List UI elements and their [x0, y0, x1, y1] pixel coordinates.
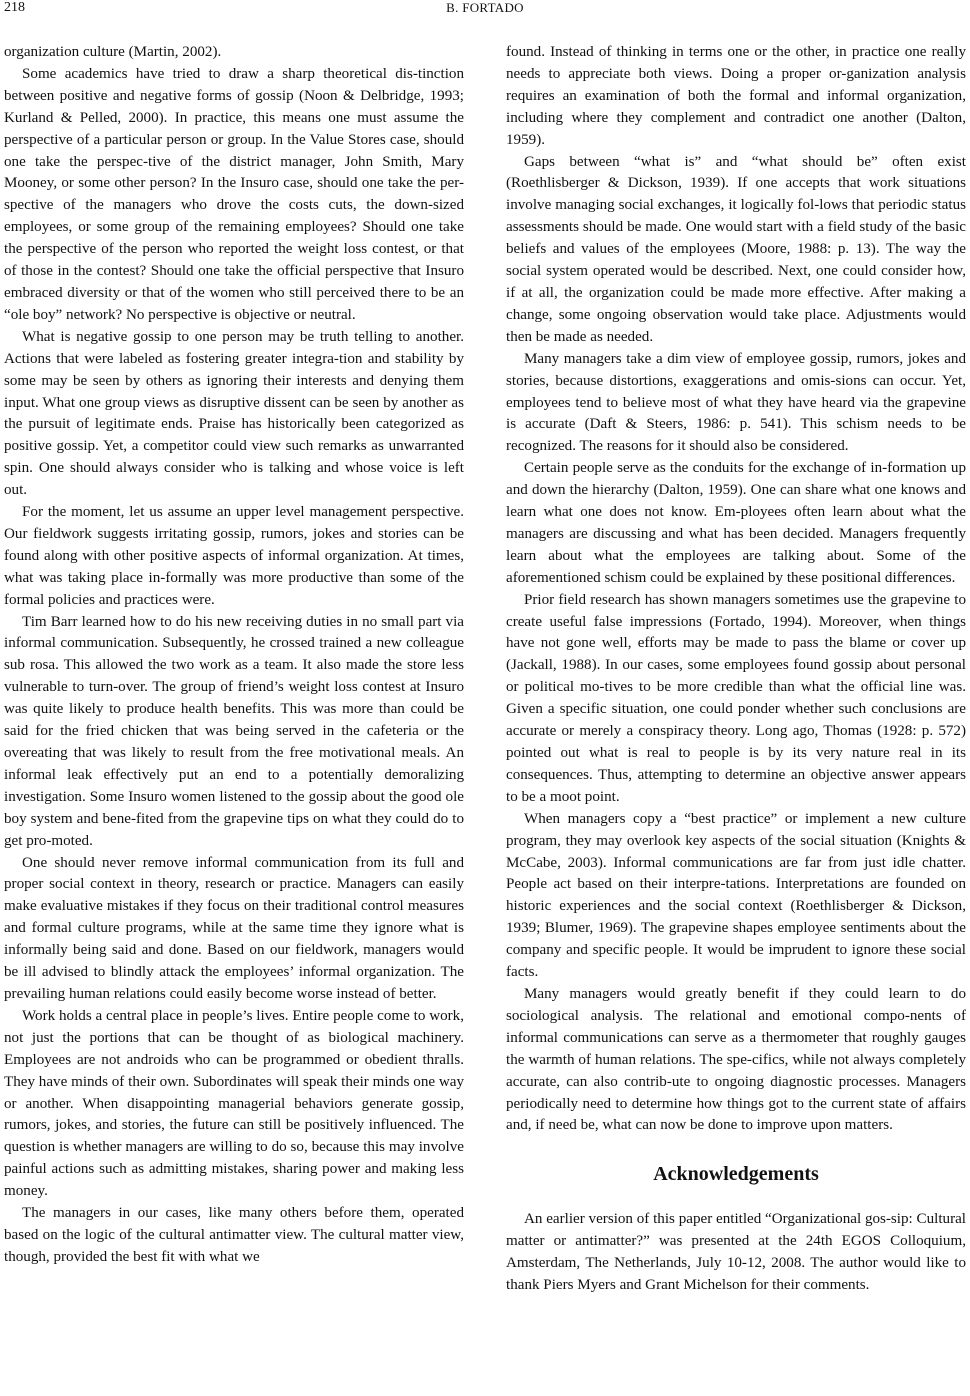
- acknowledgements-heading: Acknowledgements: [653, 1163, 819, 1186]
- body-paragraph: Some academics have tried to draw a sharp theoretical dis-tinction between positive and negative forms of gossip (Noon & Delbridge, 1993; Kurland & Pelled, 2000). In practice, this means one must assume the perspective of a particular person or group. In the Value Stores case, should one take the perspec-tive of the district manager, John Smith, Mary Mooney, or some other person? In the Insuro case, should one take the per-spective of the managers who drove the costs cuts, the down-sized employees, or some group of the remaining employees? Should one take the perspective of the person who reported the weight loss contest, or that of those in the contest? Should one take the official perspective that Insuro embraced diversity or that of the women who still perceived there to be an “ole boy” network? No perspective is objective or neutral.: [4, 65, 464, 323]
- body-paragraph: Certain people serve as the conduits for the exchange of in-formation up and down the hierarchy (Dalton, 1959). One can share what one knows and learn what one does not know. Em-ployees often learn about what the managers are discussing and what has been decided. Managers frequently learn about what the employees are talking about. Some of the aforementioned schism could be explained by these positional differences.: [506, 460, 966, 586]
- body-paragraph: For the moment, let us assume an upper level management perspective. Our fieldwork suggests irritating gossip, rumors, jokes and stories can be found along with other positive aspects of informal organization. At times, what was taking place in-formally was more productive than some of the formal policies and practices were.: [4, 504, 464, 608]
- acknowledgements-text: An earlier version of this paper entitled “Organizational gos-sip: Cultural matter or antimatter?” was presented at the 24th EGOS Colloquium, Amsterdam, The Netherlands, July 10-12, 2008. The author would like to thank Piers Myers and Grant Michelson for their comments.: [506, 1211, 966, 1294]
- body-paragraph: When managers copy a “best practice” or implement a new culture program, they may overlook key aspects of the social situation (Knights & McCabe, 2003). Informal communications are far from just idle chatter. People act based on their interpre-tations. Interpretations are founded on historic experiences and the social context (Roethlisberger & Dickson, 1939; Blumer, 1969). The grapevine shapes employee sentiments about the company and specific people. It would be imprudent to ignore these social facts.: [506, 810, 966, 981]
- body-paragraph: organization culture (Martin, 2002).: [4, 44, 222, 60]
- page-header: [0, 0, 970, 26]
- body-paragraph: Many managers take a dim view of employee gossip, rumors, jokes and stories, because distortions, exaggerations and omis-sions can occur. Yet, employees tend to believe most of what they have heard via the grapevine is accurate (Daft & Steers, 1986: p. 541). This schism needs to be recognized. The reasons for it should also be considered.: [506, 350, 966, 455]
- body-paragraph: Prior field research has shown managers sometimes use the grapevine to create useful false impressions (Fortado, 1994). Moreover, when things have not gone well, efforts may be made to pass the blame or cover up (Jackall, 1988). In our cases, some employees found gossip about personal or political mo-tives to be more credible than what the official line was. Given a specific situation, one could ponder whether such conclusions are accurate or merely a conspiracy theory. Long ago, Thomas (1928: p. 572) pointed out what is real to people is by its very nature real in its consequences. Thus, attempting to determine an objective answer appears to be a moot point.: [506, 591, 966, 805]
- body-paragraph: The managers in our cases, like many others before them, operated based on the logic of the cultural antimatter view. The cultural matter view, though, provided the best fit with what we: [4, 1205, 464, 1265]
- page-number: 218: [4, 0, 25, 15]
- body-paragraph: Gaps between “what is” and “what should be” often exist (Roethlisberger & Dickson, 1939). If one accepts that work situations involve managing social exchanges, it logically fol-lows that periodic status assessments should be made. One would start with a field study of the basic beliefs and values of the employees (Moore, 1988: p. 13). The way the social system operated would be described. Next, one could consider how, if at all, the organization could be made more effective. After making a change, some ongoing observation would take place. Adjustments would then be made as needed.: [506, 153, 966, 345]
- body-paragraph: Many managers would greatly benefit if they could learn to do sociological analysis. The relational and emotional compo-nents of informal communications can serve as a thermometer that roughly gauges the warmth of human relations. The spe-cifics, while not always completely accurate, can also contrib-ute to ongoing diagnostic processes. Managers periodically need to determine how things got to the current state of affairs and, if need be, what can now be done to improve upon matters.: [506, 985, 966, 1134]
- body-paragraph: Work holds a central place in people’s lives. Entire people come to work, not just the portions that can be thought of as biological machinery. Employees are not androids who can be programmed or obedient thralls. They have minds of their own. Subordinates will speak their minds one way or another. When disappointing managerial behaviors generate gossip, rumors, jokes, and stories, the future can still be positively influenced. The question is whether managers are willing to do so, because this may involve painful actions such as admitting mistakes, sharing power and making less money.: [4, 1007, 464, 1200]
- left-column: [4, 42, 464, 1269]
- body-paragraph: What is negative gossip to one person may be truth telling to another. Actions that were labeled as fostering greater integra-tion and stability by some may be seen by others as ignoring their interests and denying them input. What one group views as disruptive dissent can be seen by another as the pursuit of legitimate ends. Praise has historically been categorized as positive gossip. Yet, a competitor could view such remarks as unwarranted spin. One should always consider who is talking and whose voice is left out.: [4, 328, 464, 499]
- body-paragraph: One should never remove informal communication from its full and proper social context in theory, research or practice. Managers can easily make evaluative mistakes if they focus on their traditional control measures and formal culture programs, while at the same time they ignore what is informally being said and done. Based on our fieldwork, managers would be ill advised to blindly attack the employees’ informal organization. The prevailing human relations could easily become worse instead of better.: [4, 854, 464, 1002]
- body-paragraph: Tim Barr learned how to do his new receiving duties in no small part via informal communication. Subsequently, he crossed trained a new colleague sub rosa. This allowed the two work as a team. It also made the store less vulnerable to turn-over. The group of friend’s weight loss contest at Insuro was quite likely to produce health benefits. This was more than could be said for the fried chicken that was being served in the cafeteria or the overeating that was likely to result from the free motivational meals. An informal leak effectively put an end to a potentially demoralizing investigation. Some Insuro women listened to the gossip about the good ole boy system and bene-fited from the grapevine tips on what they could do to get pro-moted.: [4, 613, 464, 849]
- running-head: B. FORTADO: [446, 0, 524, 15]
- body-paragraph: found. Instead of thinking in terms one or the other, in practice one really needs to appreciate both views. Doing a proper or-ganization analysis requires an examination of both the formal and informal organization, including where they complement and contradict one another (Dalton, 1959).: [506, 44, 966, 148]
- right-column: [506, 42, 966, 1297]
